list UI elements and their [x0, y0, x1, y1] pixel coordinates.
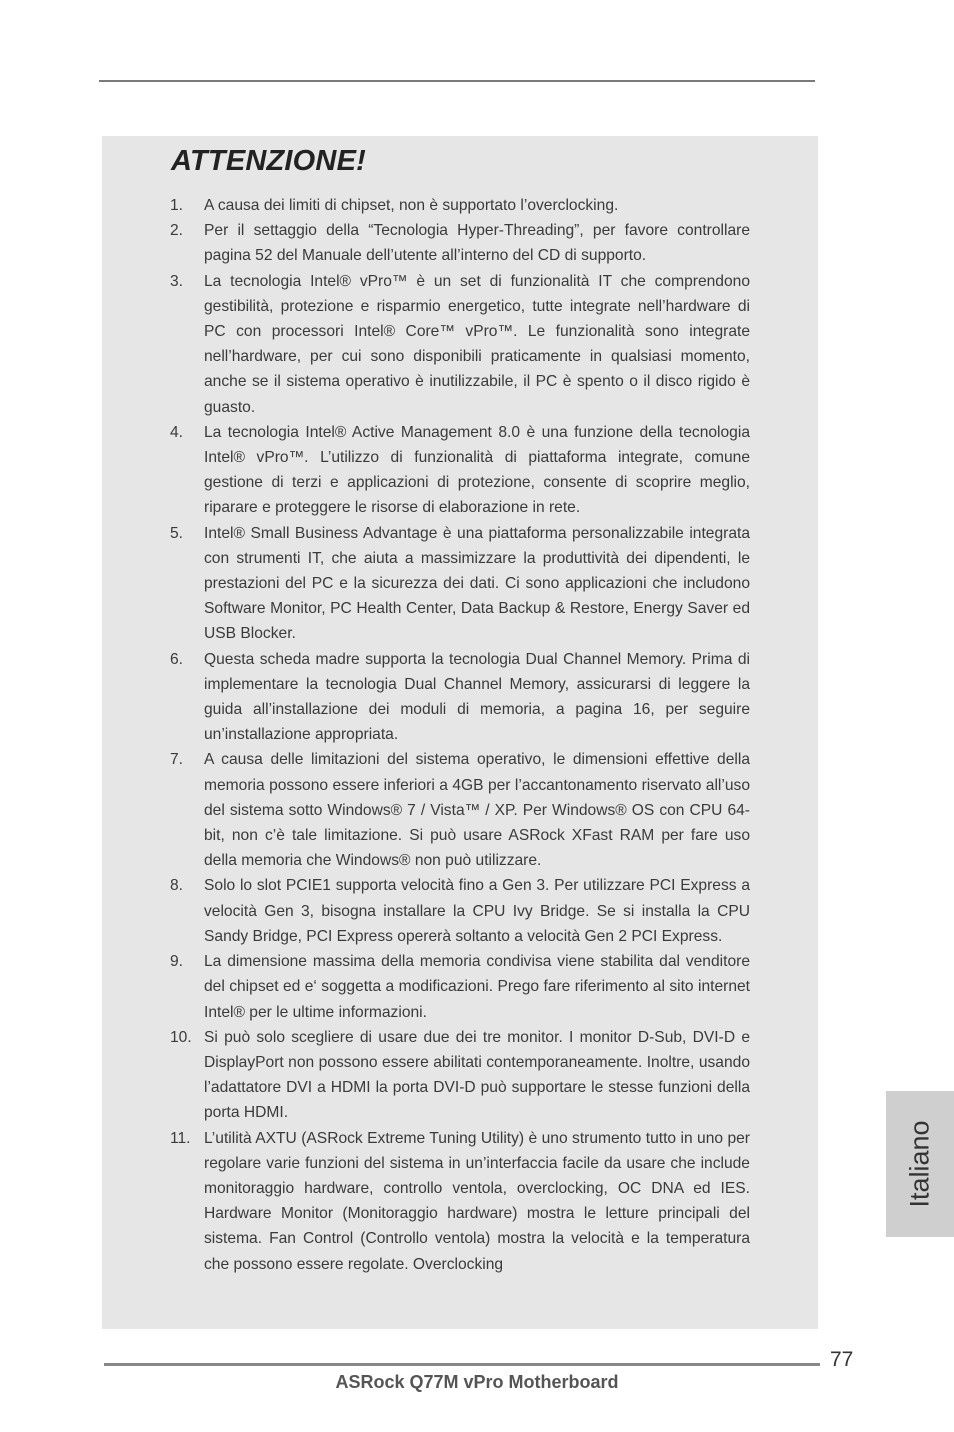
item-text: Si può solo scegliere di usare due dei tre monitor. I monitor D-Sub, DVI-D e DisplayPort non possono essere abilitati contemporaneamente. Inoltre, usando l’adattatore DVI a HDMI la porta DVI-D può supportare le stesse funzioni della porta HDMI. — [204, 1028, 750, 1122]
item-number: 7. — [170, 751, 184, 769]
item-number: 3. — [170, 272, 184, 290]
item-text: La tecnologia Intel® Active Management 8.0 è una funzione della tecnologia Intel® vPro™. L’utilizzo di funzionalità di piattaforma integrate, comune gestione di terzi e applicazioni di protezione, consente di scoprire meglio, riparare e proteggere le risorse di elaborazione in rete. — [204, 423, 750, 517]
footer-divider — [104, 1363, 820, 1366]
list-item — [170, 1025, 750, 1126]
item-number: 11. — [170, 1129, 191, 1147]
footer-title: ASRock Q77M vPro Motherboard — [335, 1372, 619, 1392]
item-number: 8. — [170, 877, 184, 895]
item-text: A causa dei limiti di chipset, non è supportato l’overclocking. — [204, 197, 619, 214]
item-text: La dimensione massima della memoria condivisa viene stabilita dal venditore del chipset ed e‘ soggetta a modificazioni. Prego fare riferimento al sito internet Intel® per le ultime informazioni. — [204, 953, 750, 1021]
page-number: 77 — [830, 1348, 854, 1371]
item-text: Solo lo slot PCIE1 supporta velocità fino a Gen 3. Per utilizzare PCI Express a velocità Gen 3, bisogna installare la CPU Ivy Bridge. Se si installa la CPU Sandy Bridge, PCI Express opererà soltanto a velocità Gen 2 PCI Express. — [204, 877, 750, 945]
notice-list — [170, 193, 750, 1277]
item-text: La tecnologia Intel® vPro™ è un set di funzionalità IT che comprendono gestibilità, protezione e risparmio energetico, tutte integrate nell’hardware di PC con processori Intel® Core™ vPro™. Le funzionalità sono integrate nell’hardware, per cui sono disponibili praticamente in qualsiasi momento, anche se il sistema operativo è inutilizzabile, il PC è spento o il disco rigido è guasto. — [204, 272, 750, 416]
language-tab-label: Italiano — [904, 1120, 935, 1208]
item-number: 6. — [170, 650, 184, 668]
item-text: A causa delle limitazioni del sistema operativo, le dimensioni effettive della memoria possono essere inferiori a 4GB per l’accantonamento riservato all’uso del sistema sotto Windows® 7 / Vista™ / XP. Per Windows® OS con CPU 64-bit, non c’è tale limitazione. Si può usare ASRock XFast RAM per fare uso della memoria che Windows® non può utilizzare. — [204, 751, 750, 870]
item-number: 1. — [170, 197, 184, 214]
item-text: Questa scheda madre supporta la tecnologia Dual Channel Memory. Prima di implementare la tecnologia Dual Channel Memory, assicurarsi di leggere la guida all’installazione dei moduli di memoria, a pagina 16, per seguire un’installazione appropriata. — [204, 650, 750, 744]
item-number: 10. — [170, 1028, 192, 1046]
notice-title: ATTENZIONE! — [171, 145, 366, 177]
list-item — [170, 873, 750, 949]
list-item — [170, 193, 750, 218]
list-item — [170, 420, 750, 521]
item-text: Intel® Small Business Advantage è una piattaforma personalizzabile integrata con strumenti IT, che aiuta a massimizzare la produttività dei dipendenti, le prestazioni del PC e la sicurezza dei dati. Ci sono applicazioni che includono Software Monitor, PC Health Center, Data Backup & Restore, Energy Saver ed USB Blocker. — [204, 524, 750, 643]
item-number: 5. — [170, 524, 184, 542]
language-tab — [886, 1091, 954, 1237]
list-item — [170, 647, 750, 748]
list-item — [170, 949, 750, 1025]
list-item — [170, 747, 750, 873]
item-number: 9. — [170, 953, 184, 971]
item-number: 2. — [170, 222, 184, 240]
list-item — [170, 1126, 750, 1277]
list-item — [170, 218, 750, 268]
item-text: L’utilità AXTU (ASRock Extreme Tuning Utility) è uno strumento tutto in uno per regolare varie funzioni del sistema in un’interfaccia facile da usare che include monitoraggio hardware, controllo ventola, overclocking, OC DNA ed IES. Hardware Monitor (Monitoraggio hardware) mostra le letture principali del sistema. Fan Control (Controllo ventola) mostra la velocità e la temperatura che possono essere regolate. Overclocking — [204, 1129, 750, 1273]
item-text: Per il settaggio della “Tecnologia Hyper-Threading”, per favore controllare pagina 52 del Manuale dell’utente all’interno del CD di supporto. — [204, 222, 750, 265]
list-item — [170, 521, 750, 647]
item-number: 4. — [170, 423, 184, 441]
top-divider — [99, 80, 815, 82]
list-item — [170, 269, 750, 420]
